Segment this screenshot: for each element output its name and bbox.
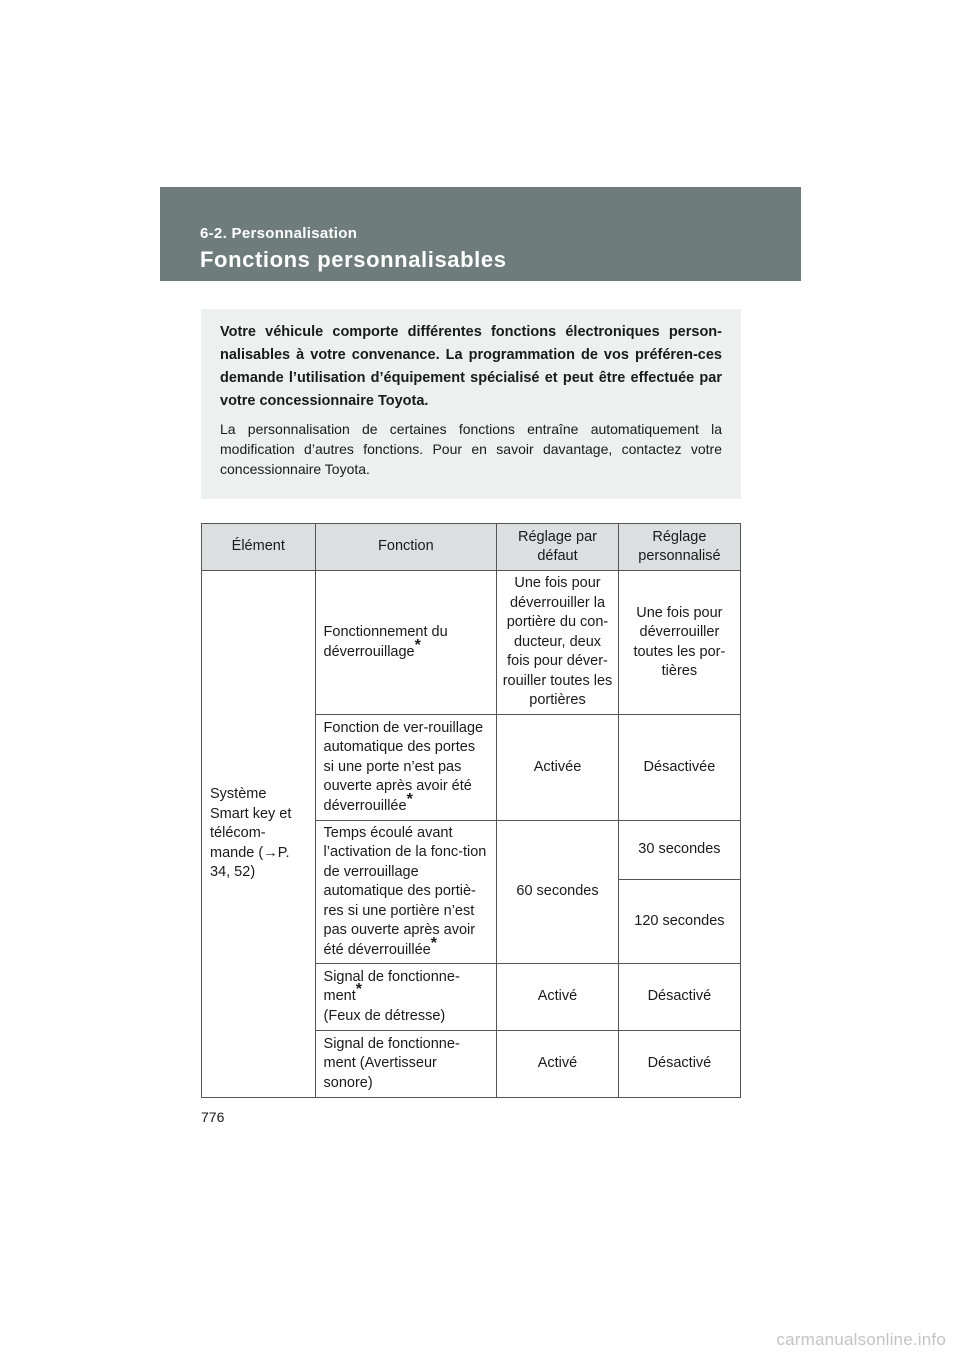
watermark: carmanualsonline.info (776, 1330, 946, 1349)
fonction-cell: Fonctionnement du déverrouillage* (315, 571, 497, 715)
asterisk-mark: * (414, 636, 421, 654)
header-element: Élément (202, 524, 316, 571)
header-personnalise: Réglage personnalisé (618, 524, 740, 571)
perso-cell: Désactivée (618, 715, 740, 821)
defaut-cell: Activée (497, 715, 619, 821)
intro-paragraph: La personnalisation de certaines fonctions entraîne automatiquement la modification d’autres fonctions. Pour en savoir davantage, contactez votre concessionnaire Toyota. (220, 421, 722, 477)
perso-cell: Désactivé (618, 964, 740, 1031)
intro-box (201, 309, 741, 499)
page-title: Fonctions personnalisables (200, 247, 507, 272)
fonction-cell: Signal de fonctionne-ment (Avertisseur sonore) (315, 1031, 497, 1098)
defaut-cell: Une fois pour déverrouiller la portière du con-ducteur, deux fois pour déver-rouiller toutes les portières (497, 571, 619, 715)
fonction-cell: Temps écoulé avant l’activation de la fonc-tion de verrouillage automatique des portiè-res si une portière n’est pas ouverte après avoir été déverrouillée* (315, 821, 497, 964)
settings-table (201, 523, 741, 1098)
defaut-cell: 60 secondes (497, 821, 619, 964)
asterisk-mark: * (430, 934, 437, 952)
perso-cell: 30 secondes (618, 821, 740, 880)
fonction-cell: Signal de fonctionne-ment* (Feux de détresse) (315, 964, 497, 1031)
section-header (160, 187, 801, 281)
header-fonction: Fonction (315, 524, 497, 571)
asterisk-mark: * (355, 981, 363, 999)
fonction-cell: Fonction de ver-rouillage automatique des portes si une porte n’est pas ouverte après avoir été déverrouillée* (315, 715, 497, 821)
perso-cell: Désactivé (618, 1031, 740, 1098)
asterisk-mark: * (406, 790, 413, 808)
table-header-row (202, 524, 741, 571)
defaut-cell: Activé (497, 964, 619, 1031)
page-number: 776 (201, 1109, 225, 1125)
element-cell (202, 571, 316, 1098)
defaut-cell: Activé (497, 1031, 619, 1098)
perso-cell: 120 secondes (618, 880, 740, 964)
element-text: Système Smart key et télécom-mande (→P. 34, 52) (210, 786, 292, 881)
header-defaut: Réglage par défaut (497, 524, 619, 571)
intro-bold-paragraph: Votre véhicule comporte différentes fonctions électroniques person-nalisables à votre convenance. La programmation de vos préféren-ces demande l’utilisation d’équipement spécialisé et peut être effectuée par votre concessionnaire Toyota. (220, 324, 722, 409)
section-label: 6-2. Personnalisation (200, 225, 358, 242)
table-row (202, 571, 741, 715)
perso-cell: Une fois pour déverrouiller toutes les por-tières (618, 571, 740, 715)
